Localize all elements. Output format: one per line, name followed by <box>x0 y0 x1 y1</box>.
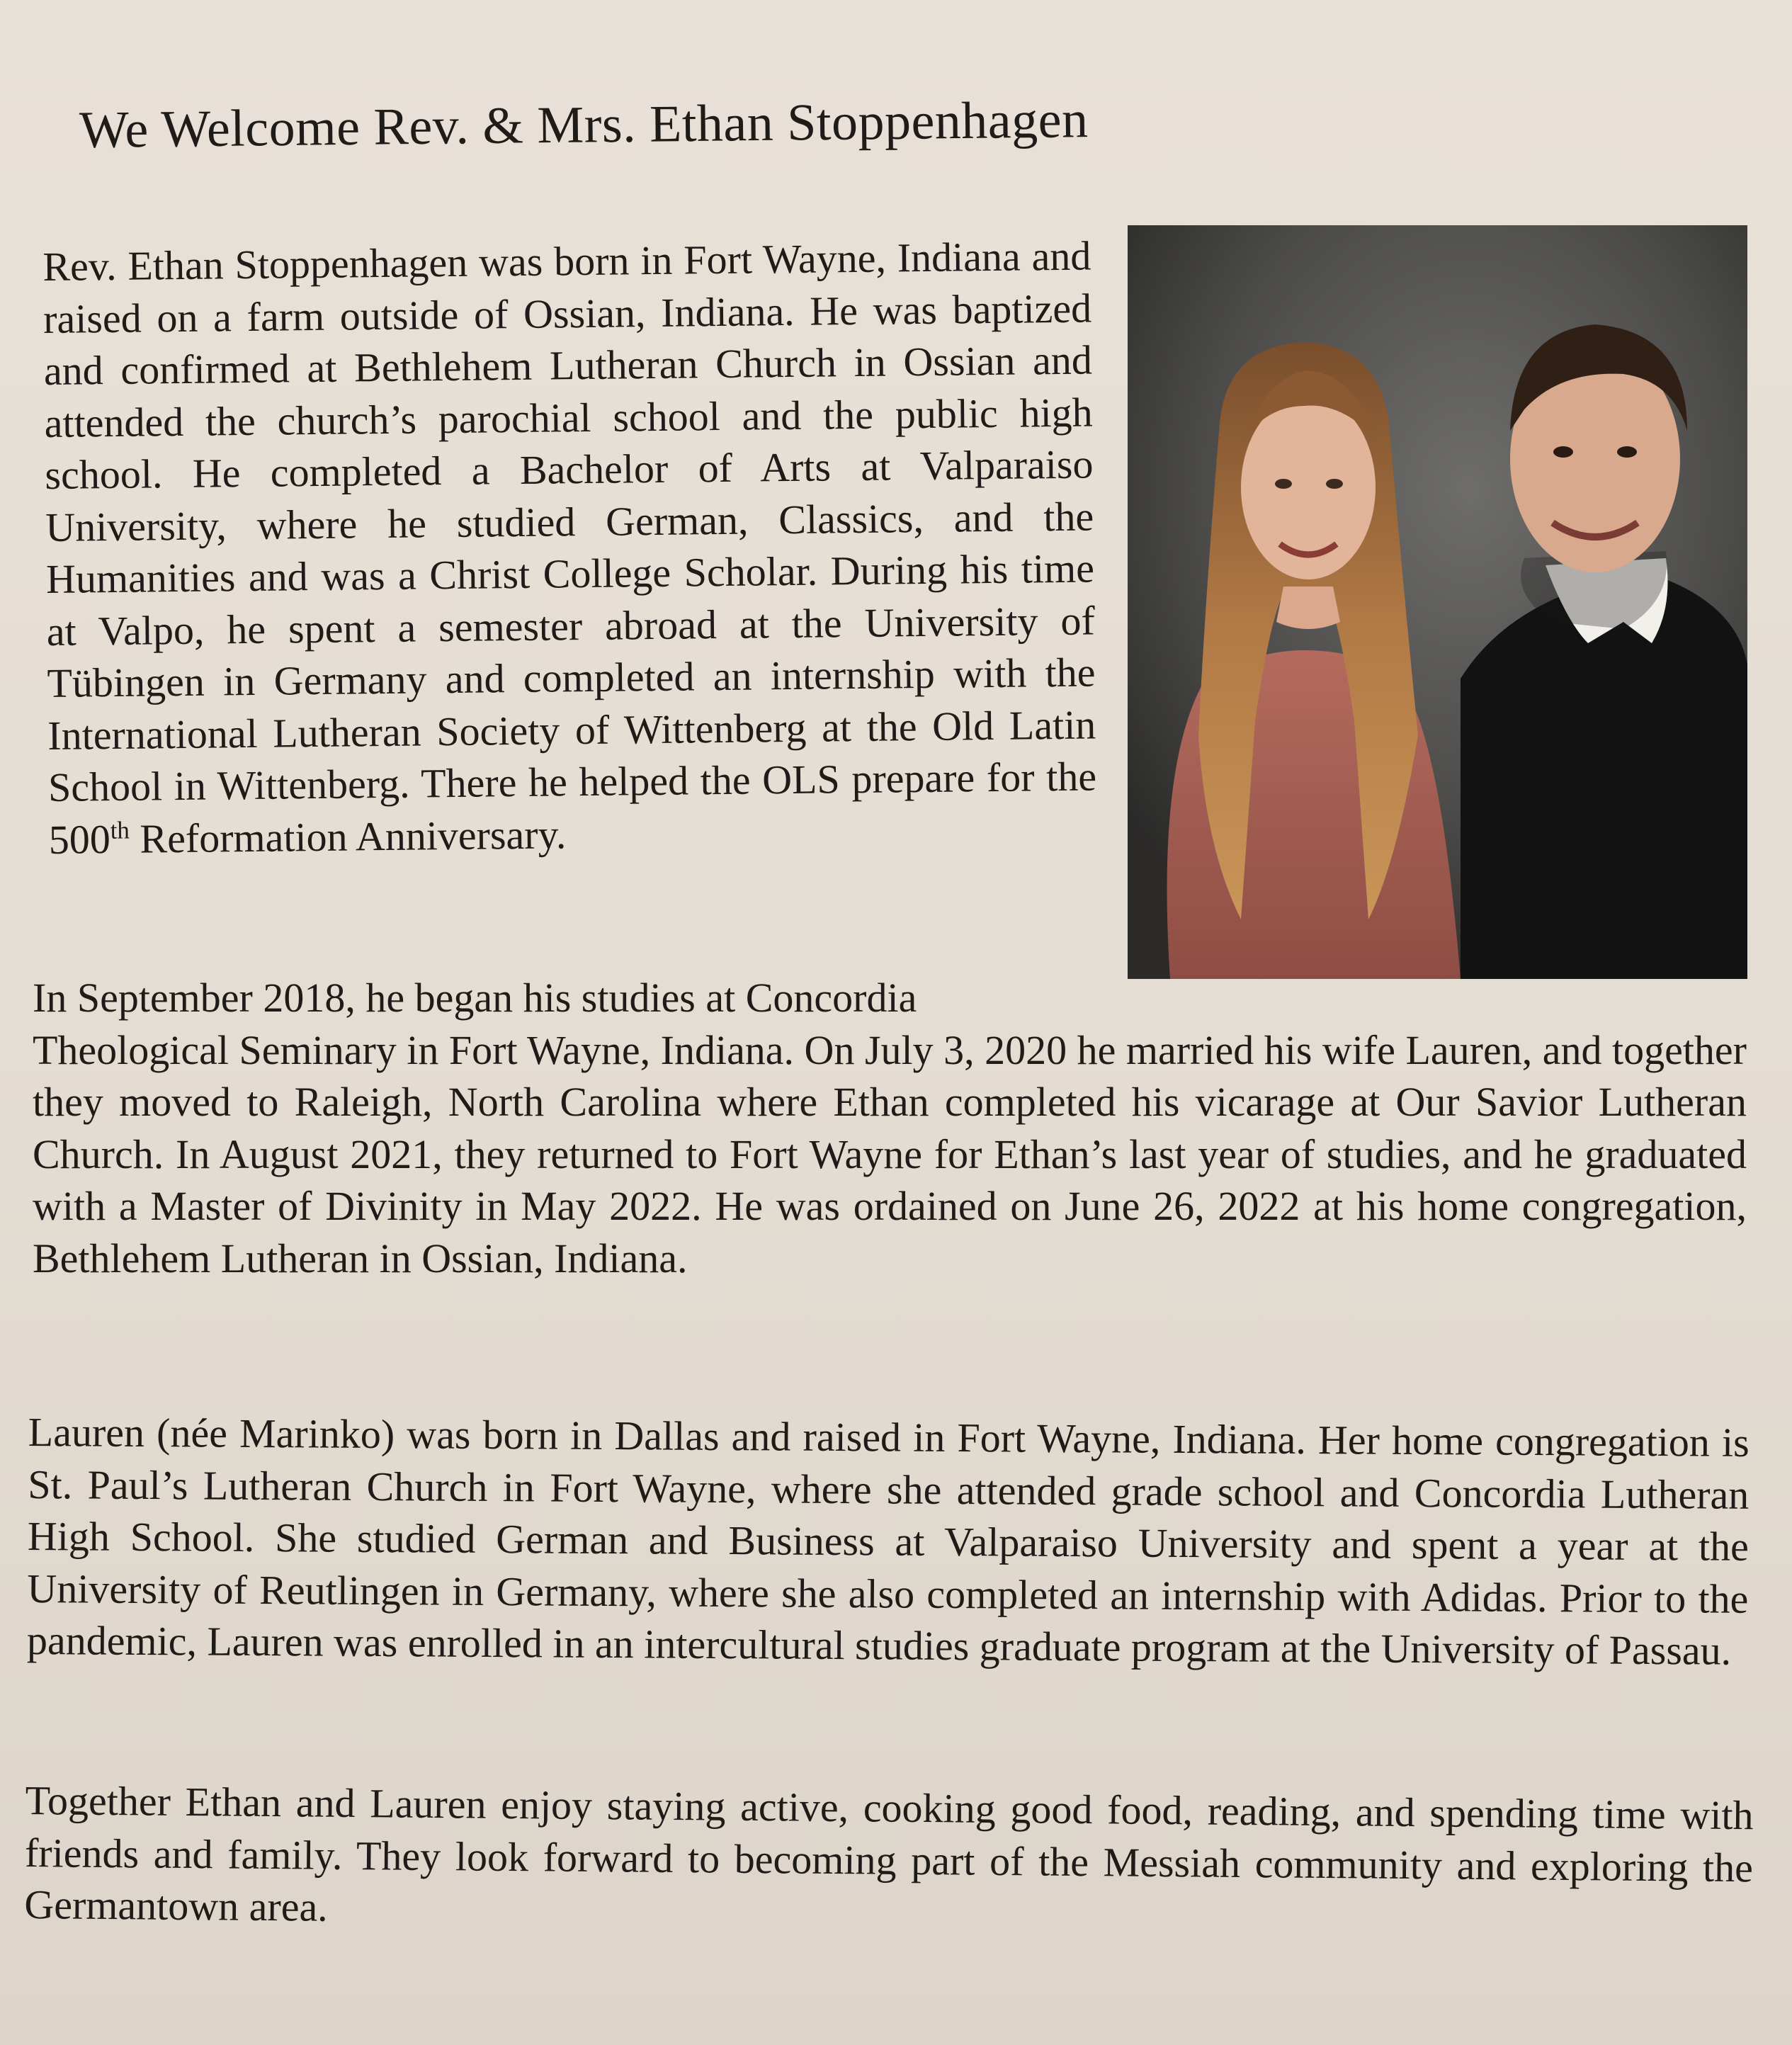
paragraph-2-text: Theological Seminary in Fort Wayne, Indiana. On July 3, 2020 he married his wife Lauren, and together they moved to Raleigh, North Carolina where Ethan completed his vicarage at Our Savior Lutheran Church. In August 2021, they returned to Fort Wayne for Ethan’s last year of studies, and he graduated with a Master of Divinity in May 2022. He was ordained on June 26, 2022 at his home congregation, Bethlehem Lutheran in Ossian, Indiana. <box>33 1026 1747 1281</box>
page-title: We Welcome Rev. & Mrs. Ethan Stoppenhagen <box>79 91 1089 159</box>
paragraph-1-text: Rev. Ethan Stoppenhagen was born in Fort Wayne, Indiana and raised on a farm outside of Ossian, Indiana. He was baptized and confirmed at Bethlehem Lutheran Church in Ossian and attended the church’s parochial school and the public high school. He completed a Bachelor of Arts at Valparaiso University, where he studied German, Classics, and the Humanities and was a Christ College Scholar. During his time at Valpo, he spent a semester abroad at the University of Tübingen in Germany and completed an internship with the International Lutheran Society of Wittenberg at the Old Latin School in Wittenberg. There he helped the OLS prepare for the 500 <box>42 232 1097 863</box>
paragraph-ethan-early-life <box>42 230 1097 866</box>
paragraph-together: Together Ethan and Lauren enjoy staying active, cooking good food, reading, and spending time with friends and family. They look forward to becoming part of the Messiah community and exploring the Germantown area. <box>24 1777 1754 1930</box>
paragraph-lauren: Lauren (née Marinko) was born in Dallas and raised in Fort Wayne, Indiana. Her home congregation is St. Paul’s Lutheran Church in Fort Wayne, where she attended grade school and Concordia Lutheran High School. She studied German and Business at Valparaiso University and spent a year at the University of Reutlingen in Germany, where she also completed an internship with Adidas. Prior to the pandemic, Lauren was enrolled in an intercultural studies graduate program at the University of Passau. <box>26 1408 1750 1674</box>
couple-portrait-image <box>1128 225 1747 979</box>
paragraph-1-ending: Reformation Anniversary. <box>129 810 567 862</box>
couple-photo <box>1128 225 1747 979</box>
paragraph-2-lead: In September 2018, he began his studies at Concordia <box>33 975 917 1021</box>
paragraph-ethan-seminary <box>33 972 1747 1284</box>
ordinal-superscript: th <box>110 815 130 844</box>
